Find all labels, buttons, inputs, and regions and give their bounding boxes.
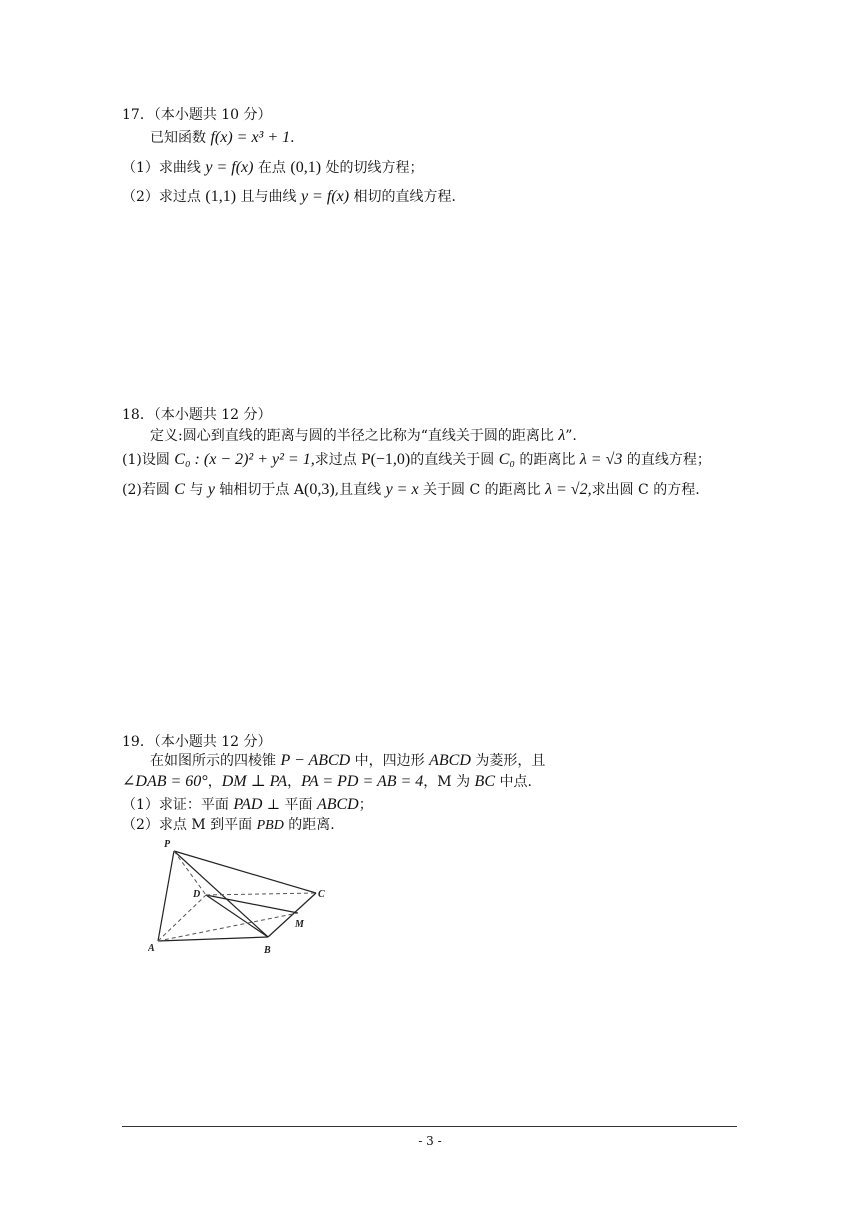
part-text: 处的切线方程； [321,160,424,176]
part-text: 的距离. [283,817,335,833]
math-expression: DM ⊥ PA [221,773,288,790]
part-number: (1) [122,452,142,468]
part-text: 求点 M 到平面 [158,817,257,833]
vertex-label-a: A [148,943,155,954]
statement-text: 中，四边形 [350,753,430,769]
math-expression: λ [558,427,566,444]
edge-dc [206,893,316,895]
part-text: 在点 [253,160,291,176]
part-text: 求证：平面 [158,797,234,813]
q17-part-1 [122,158,424,178]
part-number: （1） [122,160,159,176]
math-expression: λ = √2, [545,481,592,498]
q18-part-2 [122,480,700,500]
q17-part-2 [122,187,466,207]
pyramid-figure [148,833,334,961]
part-text: 求出圆 C 的方程. [591,482,700,498]
statement-text: 在如图所示的四棱锥 [150,753,281,769]
q17-function-formula: f(x) = x³ + 1 [210,129,291,146]
definition-text: 定义:圆心到直线的距离与圆的半径之比称为“直线关于圆的距离比 [150,428,559,444]
page-number: - 3 - [418,1134,442,1148]
statement-text: ，M 为 [423,774,475,790]
part-text: ； [358,797,373,813]
math-expression: ∠DAB = 60° [122,773,208,790]
part-text: ⊥ 平面 [262,797,317,813]
hidden-edges [158,851,316,941]
vertex-label-c: C [318,889,325,900]
statement-text: 中点. [495,774,532,790]
vertex-label-p: P [164,839,171,850]
q19-statement-line-2 [122,772,532,792]
math-expression: PBD [256,818,284,833]
math-expression: C [174,481,185,498]
math-expression: (−1,0) [370,451,411,468]
part-text: 轴相切于点 A [214,482,304,498]
math-expression: BC [474,773,495,790]
q19-part-1 [122,795,373,815]
math-expression: y [207,481,215,498]
vertex-label-d: D [193,889,201,900]
part-text: 的距离比 [514,452,580,468]
part-text: 的直线方程； [622,452,711,468]
part-text: 若圆 [141,482,175,498]
q17-header: 17．（本小题共 10 分） [122,107,272,123]
statement-text: ， [287,774,302,790]
part-number: （1） [122,797,159,813]
vertex-label-m: M [295,919,304,930]
math-expression: PA = PD = AB = 4 [301,773,424,790]
part-text: 与 [184,482,208,498]
footer-rule [122,1126,737,1127]
math-expression: (0,3) [304,481,335,498]
math-expression: y = f(x) [205,159,254,176]
q17-text: 已知函数 [150,130,211,146]
math-expression: C₀ [498,451,515,468]
q18-definition [150,426,577,446]
edge-pc [174,851,316,893]
edge-pa [158,851,174,941]
edge-bc [268,893,316,937]
math-expression: (0,1) [290,159,322,176]
math-expression: P − ABCD [280,752,351,769]
q18-header: 18．（本小题共 12 分） [122,407,272,423]
math-expression: ABCD [316,796,359,813]
part-text: 且与曲线 [236,189,301,205]
part-text: 求曲线 [158,160,206,176]
math-expression: PAD [233,796,263,813]
math-expression: ABCD [429,752,471,769]
math-expression: (1,1) [205,188,237,205]
part-text: 设圆 [141,452,175,468]
q17-statement [150,128,304,148]
part-number: （2） [122,189,159,205]
q18-part-1 [122,450,711,470]
q19-statement-line-1 [150,751,545,771]
statement-text: 为菱形，且 [470,753,546,769]
part-number: (2) [122,482,142,498]
part-text: 求过点 [158,189,206,205]
q19-header: 19．（本小题共 12 分） [122,734,272,750]
q17-text: ． [290,130,305,146]
part-text: 的直线关于圆 [410,452,499,468]
edge-pb [174,851,268,937]
part-number: （2） [122,817,159,833]
definition-text: ”. [565,428,577,444]
part-text: 求过点 P [314,452,371,468]
math-expression: y = f(x) [300,188,350,205]
edge-pd [174,851,206,895]
part-text: 相切的直线方程． [349,189,466,205]
vertex-label-b: B [264,945,271,956]
part-text: ,且直线 [334,482,386,498]
solid-edges [158,851,316,941]
math-expression: y = x [385,481,419,498]
edge-am [158,913,298,941]
math-expression: λ = √3 [579,451,623,468]
math-expression: C₀ : (x − 2)² + y² = 1, [174,451,315,468]
statement-text: ， [207,774,222,790]
part-text: 关于圆 C 的距离比 [418,482,546,498]
